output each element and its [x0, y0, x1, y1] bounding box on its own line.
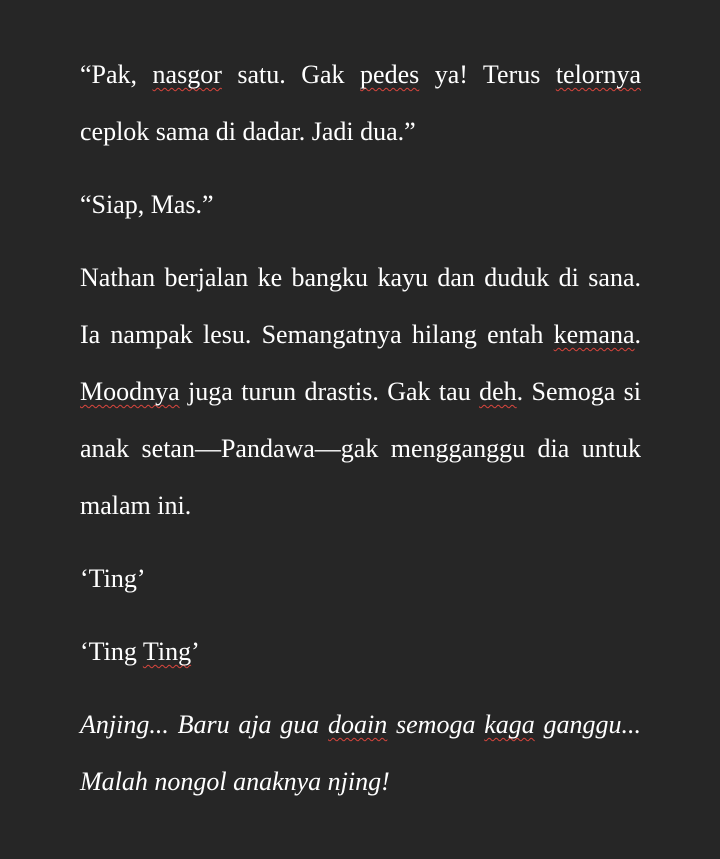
text-run: . Semoga si anak setan—Pandawa—gak mengganggu dia untuk malam ini.: [80, 377, 641, 520]
text-run: .: [634, 320, 641, 349]
paragraph-sound-ting: [80, 550, 641, 607]
text-run: ganggu... Malah nongol anaknya njing!: [80, 710, 642, 796]
document-page: [80, 46, 641, 826]
text-run: ‘Ting: [80, 637, 143, 666]
paragraph-dialogue-order: [80, 46, 641, 160]
text-run: “Siap, Mas.”: [80, 190, 214, 219]
text-run: ‘Ting’: [80, 564, 146, 593]
misspelled-word[interactable]: Ting: [142, 637, 192, 666]
misspelled-word[interactable]: pedes: [360, 60, 420, 89]
text-run: juga turun drastis. Gak tau: [179, 377, 480, 406]
text-run: Anjing... Baru aja gua: [80, 710, 329, 739]
paragraph-inner-thought: [80, 696, 641, 810]
paragraph-sound-ting-ting: [80, 623, 641, 680]
misspelled-word[interactable]: telornya: [555, 60, 641, 89]
misspelled-word[interactable]: kaga: [484, 710, 535, 739]
paragraph-narration-nathan: [80, 249, 641, 534]
misspelled-word[interactable]: deh: [479, 377, 517, 406]
text-run: ceplok sama di dadar. Jadi dua.”: [80, 117, 416, 146]
misspelled-word[interactable]: doain: [328, 710, 388, 739]
text-run: semoga: [387, 710, 485, 739]
text-run: ’: [191, 637, 200, 666]
text-run: satu. Gak: [221, 60, 361, 89]
paragraph-dialogue-reply: [80, 176, 641, 233]
text-run: Nathan berjalan ke bangku kayu dan duduk di sana. Ia nampak lesu. Semangatnya hilang entah: [80, 263, 641, 349]
misspelled-word[interactable]: kemana: [553, 320, 635, 349]
misspelled-word[interactable]: Moodnya: [80, 377, 180, 406]
text-run: ya! Terus: [419, 60, 556, 89]
text-run: “Pak,: [80, 60, 153, 89]
misspelled-word[interactable]: nasgor: [152, 60, 222, 89]
